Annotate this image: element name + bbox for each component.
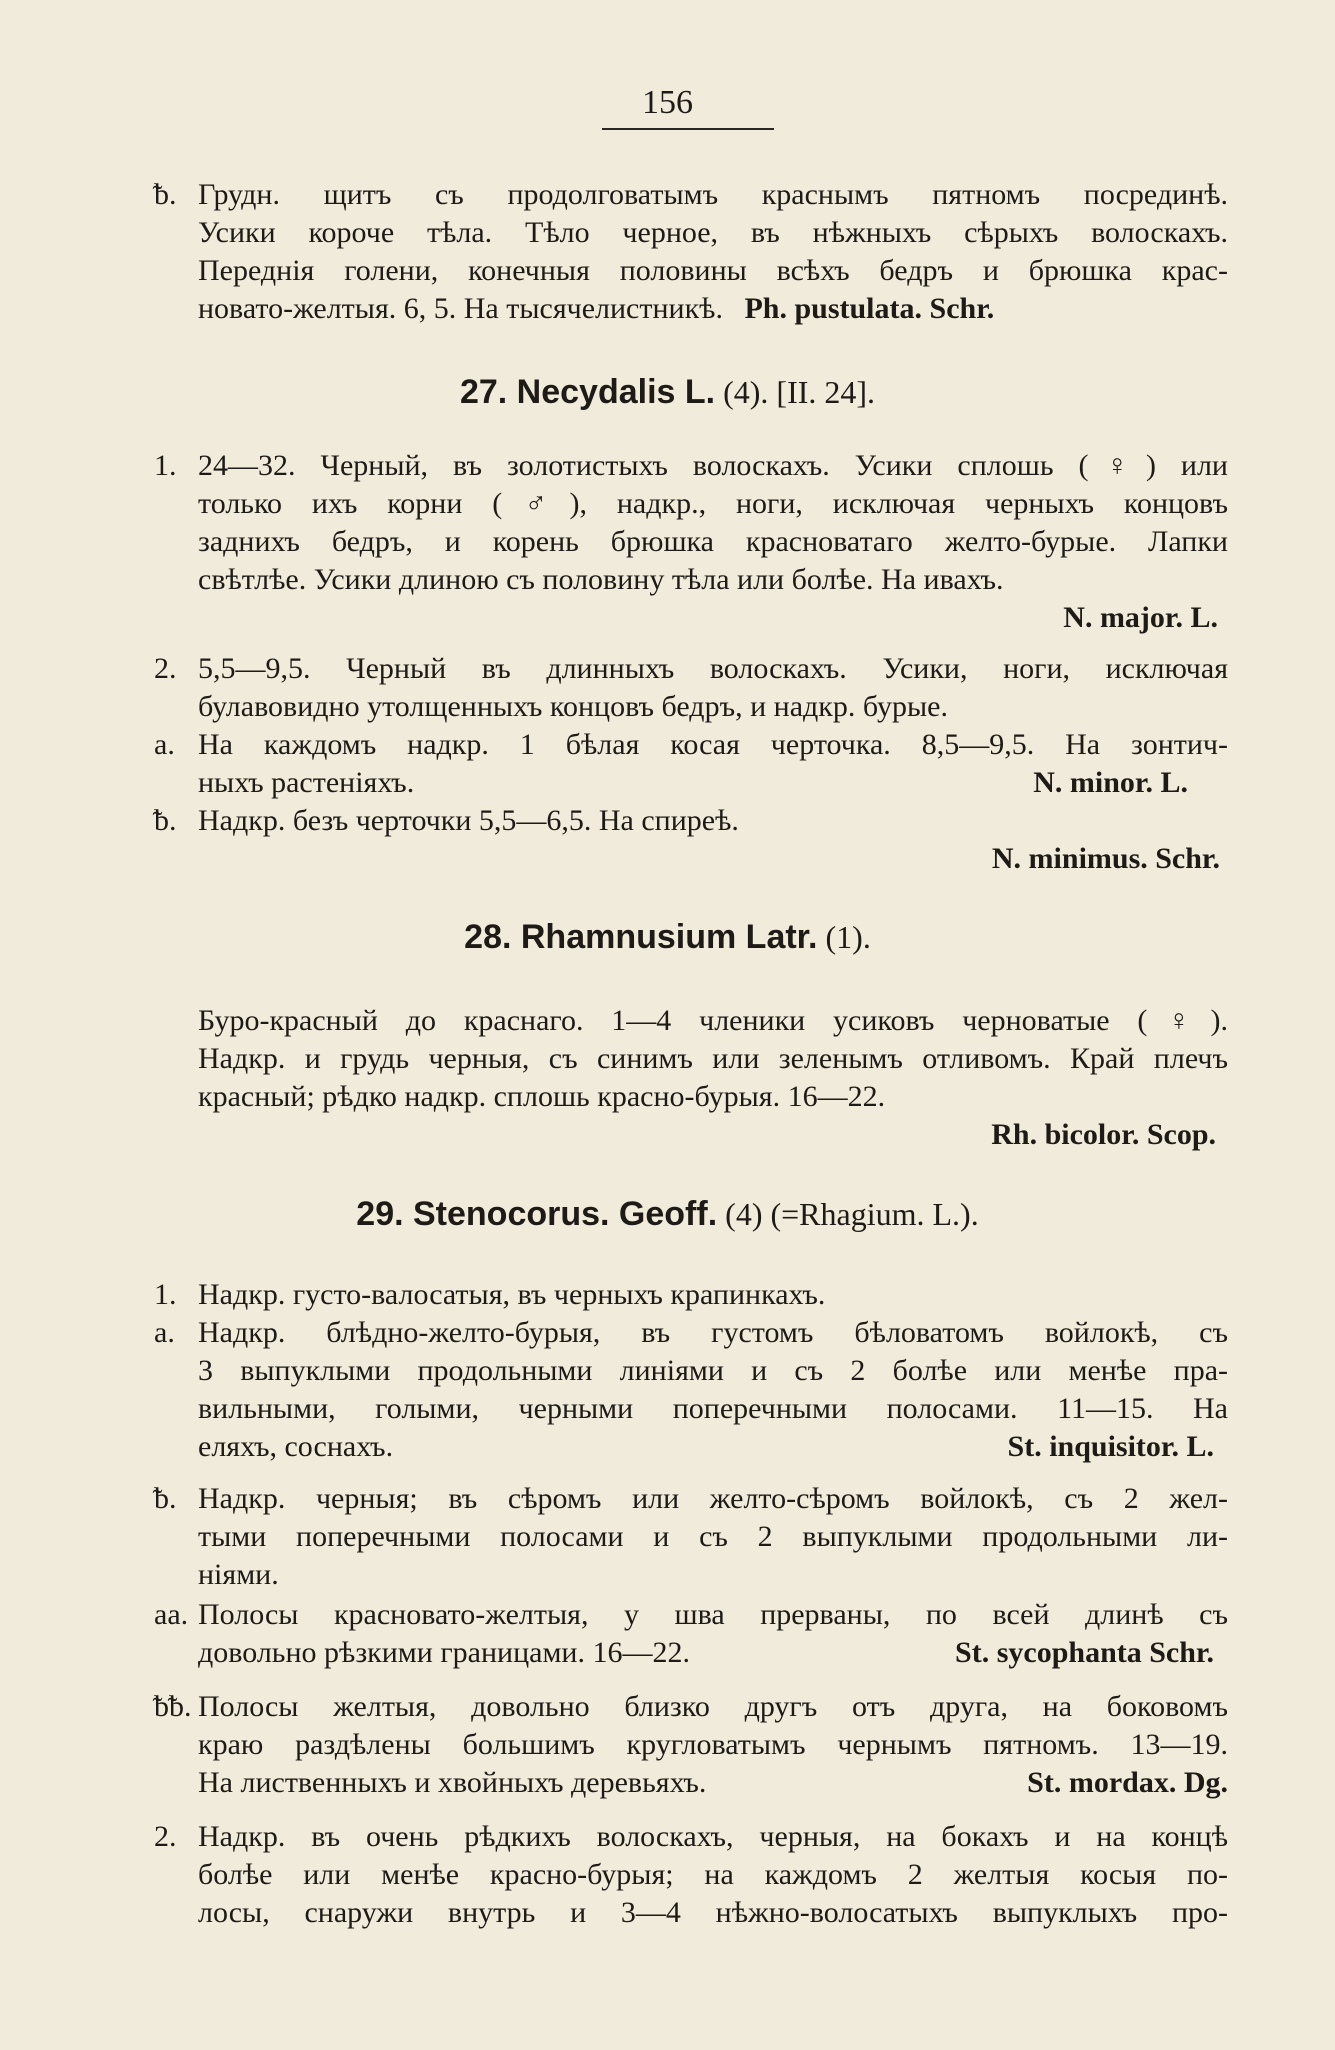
item-marker: ᵬ. <box>154 804 177 837</box>
text-line: Полосы желтыя, довольно близко другъ отъ друга, на боковомъ <box>198 1690 1228 1723</box>
text-line: краю раздѣлены большимъ кругловатымъ чернымъ пятномъ. 13—19. <box>198 1728 1228 1761</box>
entry-29-1 <box>154 1276 1228 1466</box>
item-marker: 2. <box>154 1820 177 1853</box>
item-marker: 2. <box>154 652 177 685</box>
text-line: Надкр. черныя; въ сѣромъ или желто-сѣромъ войлокѣ, съ 2 жел- <box>198 1482 1228 1515</box>
genus-heading-28 <box>0 918 1335 957</box>
species-name: St. sycophanta Schr. <box>955 1636 1214 1669</box>
text-line: красный; рѣдко надкр. сплошь красно-бурыя. 16—22. <box>198 1080 886 1113</box>
text-line: Грудн. щитъ съ продолговатымъ краснымъ пятномъ посрединѣ. <box>198 178 1228 211</box>
text-line: Надкр. густо-валосатыя, въ черныхъ крапинкахъ. <box>198 1278 826 1311</box>
text-line: тыми поперечными полосами и съ 2 выпуклыми продольными ли- <box>198 1520 1228 1553</box>
text-line: новато-желтыя. 6, 5. На тысячелистникѣ. <box>198 292 723 325</box>
genus-heading-29 <box>0 1195 1335 1234</box>
entry-pustulata <box>154 176 1228 328</box>
entry-29-2 <box>154 1818 1228 1932</box>
item-marker: ᵬᵬ. <box>154 1690 192 1723</box>
entry-28 <box>198 1002 1228 1154</box>
item-marker: ᵬ. <box>154 178 177 211</box>
species-name: N. minor. L. <box>1033 766 1188 799</box>
text-line: Переднія голени, конечныя половины всѣхъ бедръ и брюшка крас- <box>198 254 1228 287</box>
species-name: St. mordax. Dg. <box>1027 1766 1228 1799</box>
genus-heading-27 <box>0 373 1335 412</box>
species-name: Rh. bicolor. Scop. <box>991 1118 1216 1151</box>
genus-name: 27. Necydalis L. <box>459 373 716 411</box>
genus-detail: (1). <box>825 919 871 955</box>
entry-27-1 <box>154 447 1228 637</box>
species-name: Ph. pustulata. Schr. <box>744 292 995 325</box>
species-name: N. minimus. Schr. <box>991 842 1220 875</box>
species-name: St. inquisitor. L. <box>1007 1430 1214 1463</box>
text-line: Надкр. и грудь черныя, съ синимъ или зеленымъ отливомъ. Край плечъ <box>198 1042 1228 1075</box>
text-line: 24—32. Черный, въ золотистыхъ волоскахъ. Усики сплошь (♀) или <box>198 449 1228 482</box>
entry-29-aa <box>154 1596 1228 1672</box>
text-line: Надкр. безъ черточки 5,5—6,5. На спиреѣ. <box>198 804 739 837</box>
item-marker: ᵬ. <box>154 1482 177 1515</box>
text-line: довольно рѣзкими границами. 16—22. <box>198 1636 690 1669</box>
text-line: На каждомъ надкр. 1 бѣлая косая черточка. 8,5—9,5. На зонтич- <box>198 728 1228 761</box>
text-line: ніями. <box>198 1558 279 1591</box>
page-number: 156 <box>642 84 693 121</box>
text-line: Буро-красный до краснаго. 1—4 членики усиковъ черноватые (♀). <box>198 1004 1228 1037</box>
text-line: свѣтлѣе. Усики длиною съ половину тѣла или болѣе. На ивахъ. <box>198 563 1004 596</box>
page-number-rule <box>602 128 774 130</box>
item-marker: 1. <box>154 1278 177 1311</box>
entry-29-1b <box>154 1480 1228 1594</box>
item-marker: a. <box>154 728 175 761</box>
text-line: болѣе или менѣе красно-бурыя; на каждомъ 2 желтыя косыя по- <box>198 1858 1228 1891</box>
genus-detail: (4). [II. 24]. <box>723 374 876 410</box>
species-name: N. major. L. <box>1063 601 1218 634</box>
text-line: 5,5—9,5. Черный въ длинныхъ волоскахъ. Усики, ноги, исключая <box>198 652 1228 685</box>
text-line: Полосы красновато-желтыя, у шва прерваны, по всей длинѣ съ <box>198 1598 1228 1631</box>
text-line: Усики короче тѣла. Тѣло черное, въ нѣжныхъ сѣрыхъ волоскахъ. <box>198 216 1228 249</box>
entry-29-bb <box>154 1688 1228 1802</box>
text-line: еляхъ, соснахъ. <box>198 1430 394 1463</box>
text-line: На лиственныхъ и хвойныхъ деревьяхъ. <box>198 1766 707 1799</box>
text-line: булавовидно утолщенныхъ концовъ бедръ, и надкр. бурые. <box>198 690 948 723</box>
text-line: Надкр. блѣдно-желто-бурыя, въ густомъ бѣловатомъ войлокѣ, съ <box>198 1316 1228 1349</box>
text-line: заднихъ бедръ, и корень брюшка красноватаго желто-бурые. Лапки <box>198 525 1228 558</box>
text-line: только ихъ корни (♂), надкр., ноги, исключая черныхъ концовъ <box>198 487 1228 520</box>
text-line: вильными, голыми, черными поперечными полосами. 11—15. На <box>198 1392 1228 1425</box>
genus-name: 28. Rhamnusium Latr. <box>464 918 818 956</box>
text-line: 3 выпуклыми продольными линіями и съ 2 болѣе или менѣе пра- <box>198 1354 1228 1387</box>
text-line: Надкр. въ очень рѣдкихъ волоскахъ, черныя, на бокахъ и на концѣ <box>198 1820 1228 1853</box>
entry-27-2 <box>154 650 1228 878</box>
text-line: лосы, снаружи внутрь и 3—4 нѣжно-волосатыхъ выпуклыхъ про- <box>198 1896 1228 1929</box>
item-marker: 1. <box>154 449 177 482</box>
text-line: ныхъ растеніяхъ. <box>198 766 415 799</box>
item-marker: a. <box>154 1316 175 1349</box>
item-marker: aa. <box>154 1598 189 1631</box>
genus-name: 29. Stenocorus. Geoff. <box>356 1195 718 1233</box>
genus-detail: (4) (=Rhagium. L.). <box>725 1196 979 1232</box>
